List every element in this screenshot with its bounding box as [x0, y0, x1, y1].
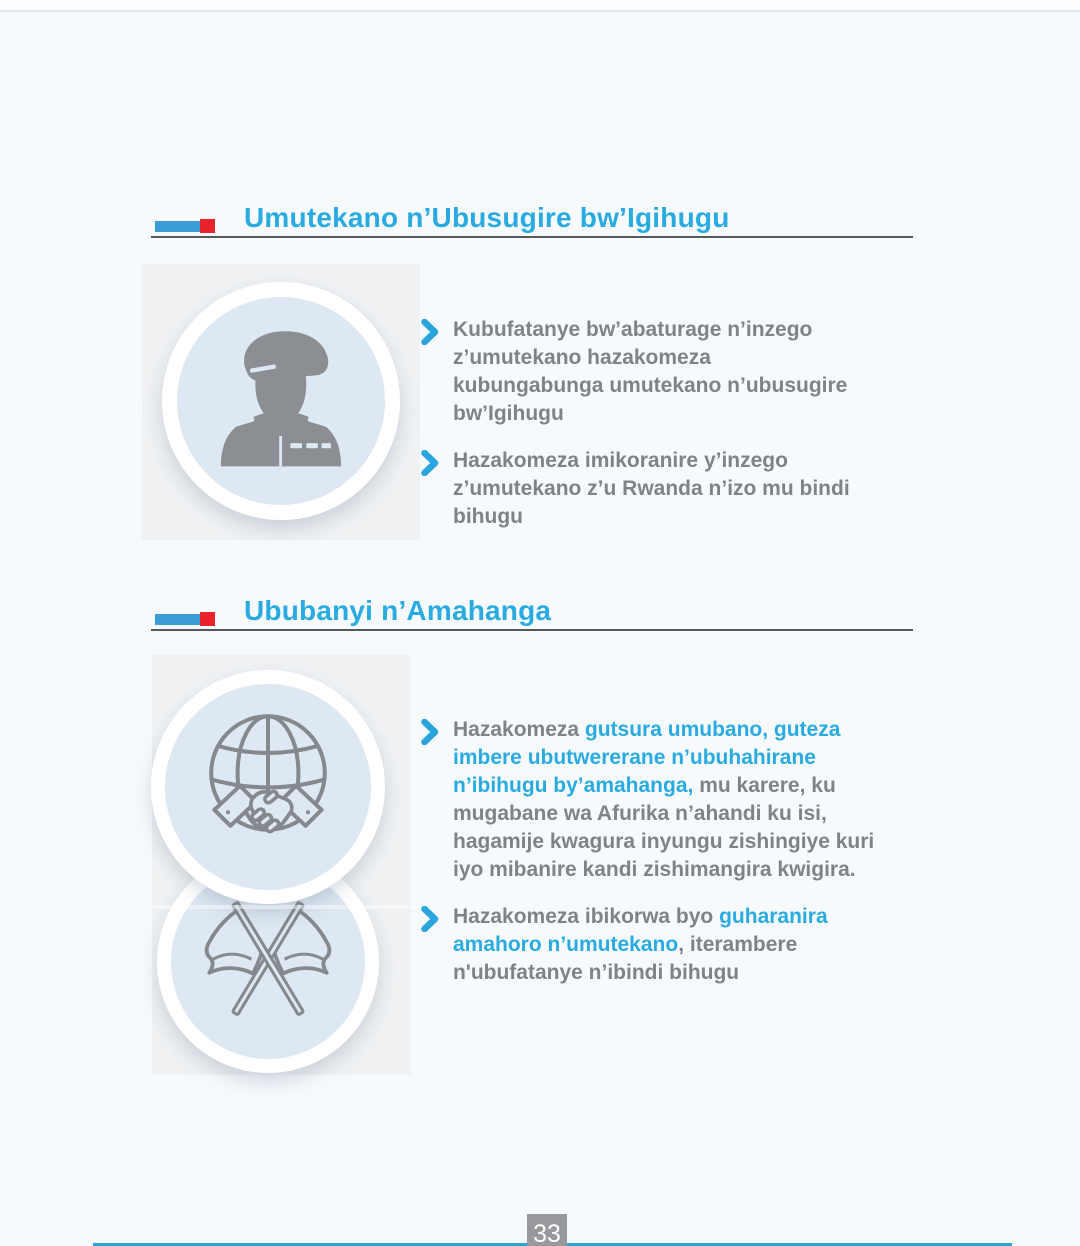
bullet-list-umutekano	[421, 316, 850, 550]
marker-red-square	[200, 612, 215, 626]
page-number-badge	[527, 1214, 567, 1246]
section-title-ububanyi: Ububanyi n’Amahanga	[244, 595, 552, 626]
bullet-item	[421, 447, 850, 531]
chevron-right-icon	[421, 319, 439, 428]
chevron-right-icon	[421, 719, 439, 884]
section-rule	[151, 236, 913, 238]
page-number: 33	[533, 1220, 561, 1246]
bullet-text: Hazakomeza imikoranire y’inzego z’umutekano z’u Rwanda n’izo mu bindi bihugu	[453, 449, 850, 528]
bullet-item	[421, 316, 850, 428]
chevron-right-icon	[421, 906, 439, 987]
bullet-text: Kubufatanye bw’abaturage n’inzego z’umutekano hazakomeza kubungabunga umutekano n’ubusugire bw’Igihugu	[453, 318, 848, 425]
section-rule	[151, 629, 913, 631]
security-officer-icon	[205, 323, 357, 480]
section-marker	[155, 612, 215, 626]
marker-red-square	[200, 219, 215, 233]
bullet-item	[421, 716, 874, 884]
section-marker	[155, 219, 215, 233]
globe-icon-circle	[151, 670, 385, 904]
bullet-item	[421, 903, 874, 987]
bullet-text: Hazakomeza ibikorwa byo guharanira amahoro n’umutekano, iterambere n'ubufatanye n’ibindi bihugu	[453, 905, 828, 984]
chevron-right-icon	[421, 450, 439, 531]
marker-blue-bar	[155, 614, 200, 625]
marker-blue-bar	[155, 221, 200, 232]
section-title-umutekano: Umutekano n’Ubusugire bw’Igihugu	[244, 202, 730, 233]
tile-seam	[150, 905, 415, 909]
bullet-list-ububanyi	[421, 716, 874, 1006]
bullet-text: Hazakomeza gutsura umubano, guteza imbere ubutwererane n’ubuhahirane n’ibihugu by’amahanga, mu karere, ku mugabane wa Afurika n’ahandi ku isi, hagamije kwagura inyungu zishingiye kuri iyo mibanire kandi zishimangira kwigira.	[453, 718, 875, 881]
officer-icon-circle	[162, 282, 400, 520]
page-top-band	[0, 0, 1080, 12]
globe-handshake-icon	[184, 701, 352, 874]
